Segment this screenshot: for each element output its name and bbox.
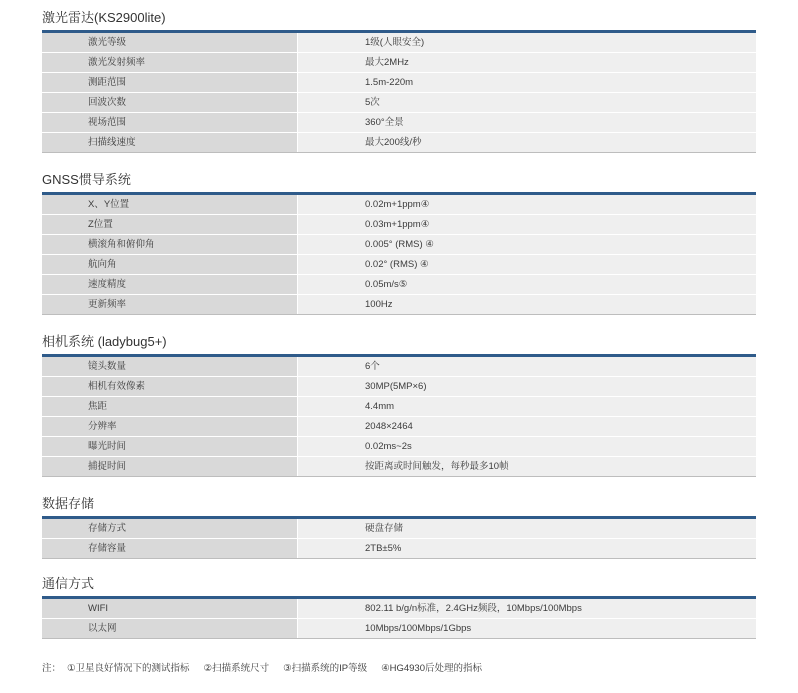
spec-value: 最大2MHz: [298, 53, 756, 72]
section-title-storage: 数据存储: [42, 496, 95, 511]
spec-value: 硬盘存储: [298, 519, 756, 538]
spec-label: 曝光时间: [42, 437, 298, 456]
table-row: [42, 93, 756, 113]
table-row: [42, 457, 756, 477]
spec-label: 激光发射频率: [42, 53, 298, 72]
spec-table-communication: [42, 596, 756, 639]
spec-value: 0.02ms~2s: [298, 437, 756, 456]
spec-value: 0.005° (RMS) ④: [298, 235, 756, 254]
table-row: [42, 33, 756, 53]
spec-label: 更新频率: [42, 295, 298, 314]
table-row: [42, 417, 756, 437]
spec-label: 测距范围: [42, 73, 298, 92]
spec-label: 存储容量: [42, 539, 298, 558]
footnote-item: ③扫描系统的IP等级: [283, 663, 368, 674]
spec-value: 2048×2464: [298, 417, 756, 436]
table-row: [42, 397, 756, 417]
spec-table-gnss: [42, 192, 756, 315]
spec-table-camera: [42, 354, 756, 477]
spec-label: 扫描线速度: [42, 133, 298, 152]
spec-label: 捕捉时间: [42, 457, 298, 476]
spec-value: 1级(人眼安全): [298, 33, 756, 52]
spec-value: 最大200线/秒: [298, 133, 756, 152]
footnote-item: ④HG4930后处理的指标: [381, 663, 482, 674]
footnote: [42, 660, 496, 674]
table-row: [42, 357, 756, 377]
spec-value: 802.11 b/g/n标准，2.4GHz频段，10Mbps/100Mbps: [298, 599, 756, 618]
spec-value: 30MP(5MP×6): [298, 377, 756, 396]
spec-label: X、Y位置: [42, 195, 298, 214]
spec-label: 激光等级: [42, 33, 298, 52]
spec-value: 2TB±5%: [298, 539, 756, 558]
spec-value: 10Mbps/100Mbps/1Gbps: [298, 619, 756, 638]
table-row: [42, 215, 756, 235]
spec-label: 视场范围: [42, 113, 298, 132]
spec-table-storage: [42, 516, 756, 559]
spec-value: 100Hz: [298, 295, 756, 314]
section-title-communication: 通信方式: [42, 576, 95, 591]
table-row: [42, 437, 756, 457]
table-row: [42, 619, 756, 639]
spec-label: 镜头数量: [42, 357, 298, 376]
table-row: [42, 195, 756, 215]
table-row: [42, 295, 756, 315]
table-row: [42, 275, 756, 295]
spec-label: 速度精度: [42, 275, 298, 294]
spec-value: 4.4mm: [298, 397, 756, 416]
spec-table-lidar: [42, 30, 756, 153]
section-title-camera: 相机系统 (ladybug5+): [42, 334, 167, 349]
spec-label: 相机有效像素: [42, 377, 298, 396]
spec-label: 回波次数: [42, 93, 298, 112]
spec-value: 0.02° (RMS) ④: [298, 255, 756, 274]
table-row: [42, 73, 756, 93]
spec-label: 横滚角和俯仰角: [42, 235, 298, 254]
section-title-lidar: 激光雷达(KS2900lite): [42, 10, 166, 25]
spec-value: 1.5m-220m: [298, 73, 756, 92]
table-row: [42, 113, 756, 133]
footnote-prefix: 注：: [42, 663, 62, 674]
spec-value: 5次: [298, 93, 756, 112]
section-title-gnss: GNSS惯导系统: [42, 172, 131, 187]
table-row: [42, 53, 756, 73]
table-row: [42, 377, 756, 397]
table-row: [42, 235, 756, 255]
table-row: [42, 539, 756, 559]
table-row: [42, 255, 756, 275]
spec-label: 存储方式: [42, 519, 298, 538]
spec-value: 按距离或时间触发，每秒最多10帧: [298, 457, 756, 476]
spec-value: 0.02m+1ppm④: [298, 195, 756, 214]
spec-label: WIFI: [42, 599, 298, 618]
table-row: [42, 519, 756, 539]
spec-label: 分辨率: [42, 417, 298, 436]
footnote-item: ②扫描系统尺寸: [203, 663, 270, 674]
spec-value: 360°全景: [298, 113, 756, 132]
spec-label: 以太网: [42, 619, 298, 638]
table-row: [42, 133, 756, 153]
table-row: [42, 599, 756, 619]
spec-value: 6个: [298, 357, 756, 376]
footnote-item: ①卫星良好情况下的测试指标: [67, 663, 190, 674]
spec-label: 焦距: [42, 397, 298, 416]
spec-label: Z位置: [42, 215, 298, 234]
spec-label: 航向角: [42, 255, 298, 274]
spec-value: 0.03m+1ppm④: [298, 215, 756, 234]
spec-value: 0.05m/s⑤: [298, 275, 756, 294]
